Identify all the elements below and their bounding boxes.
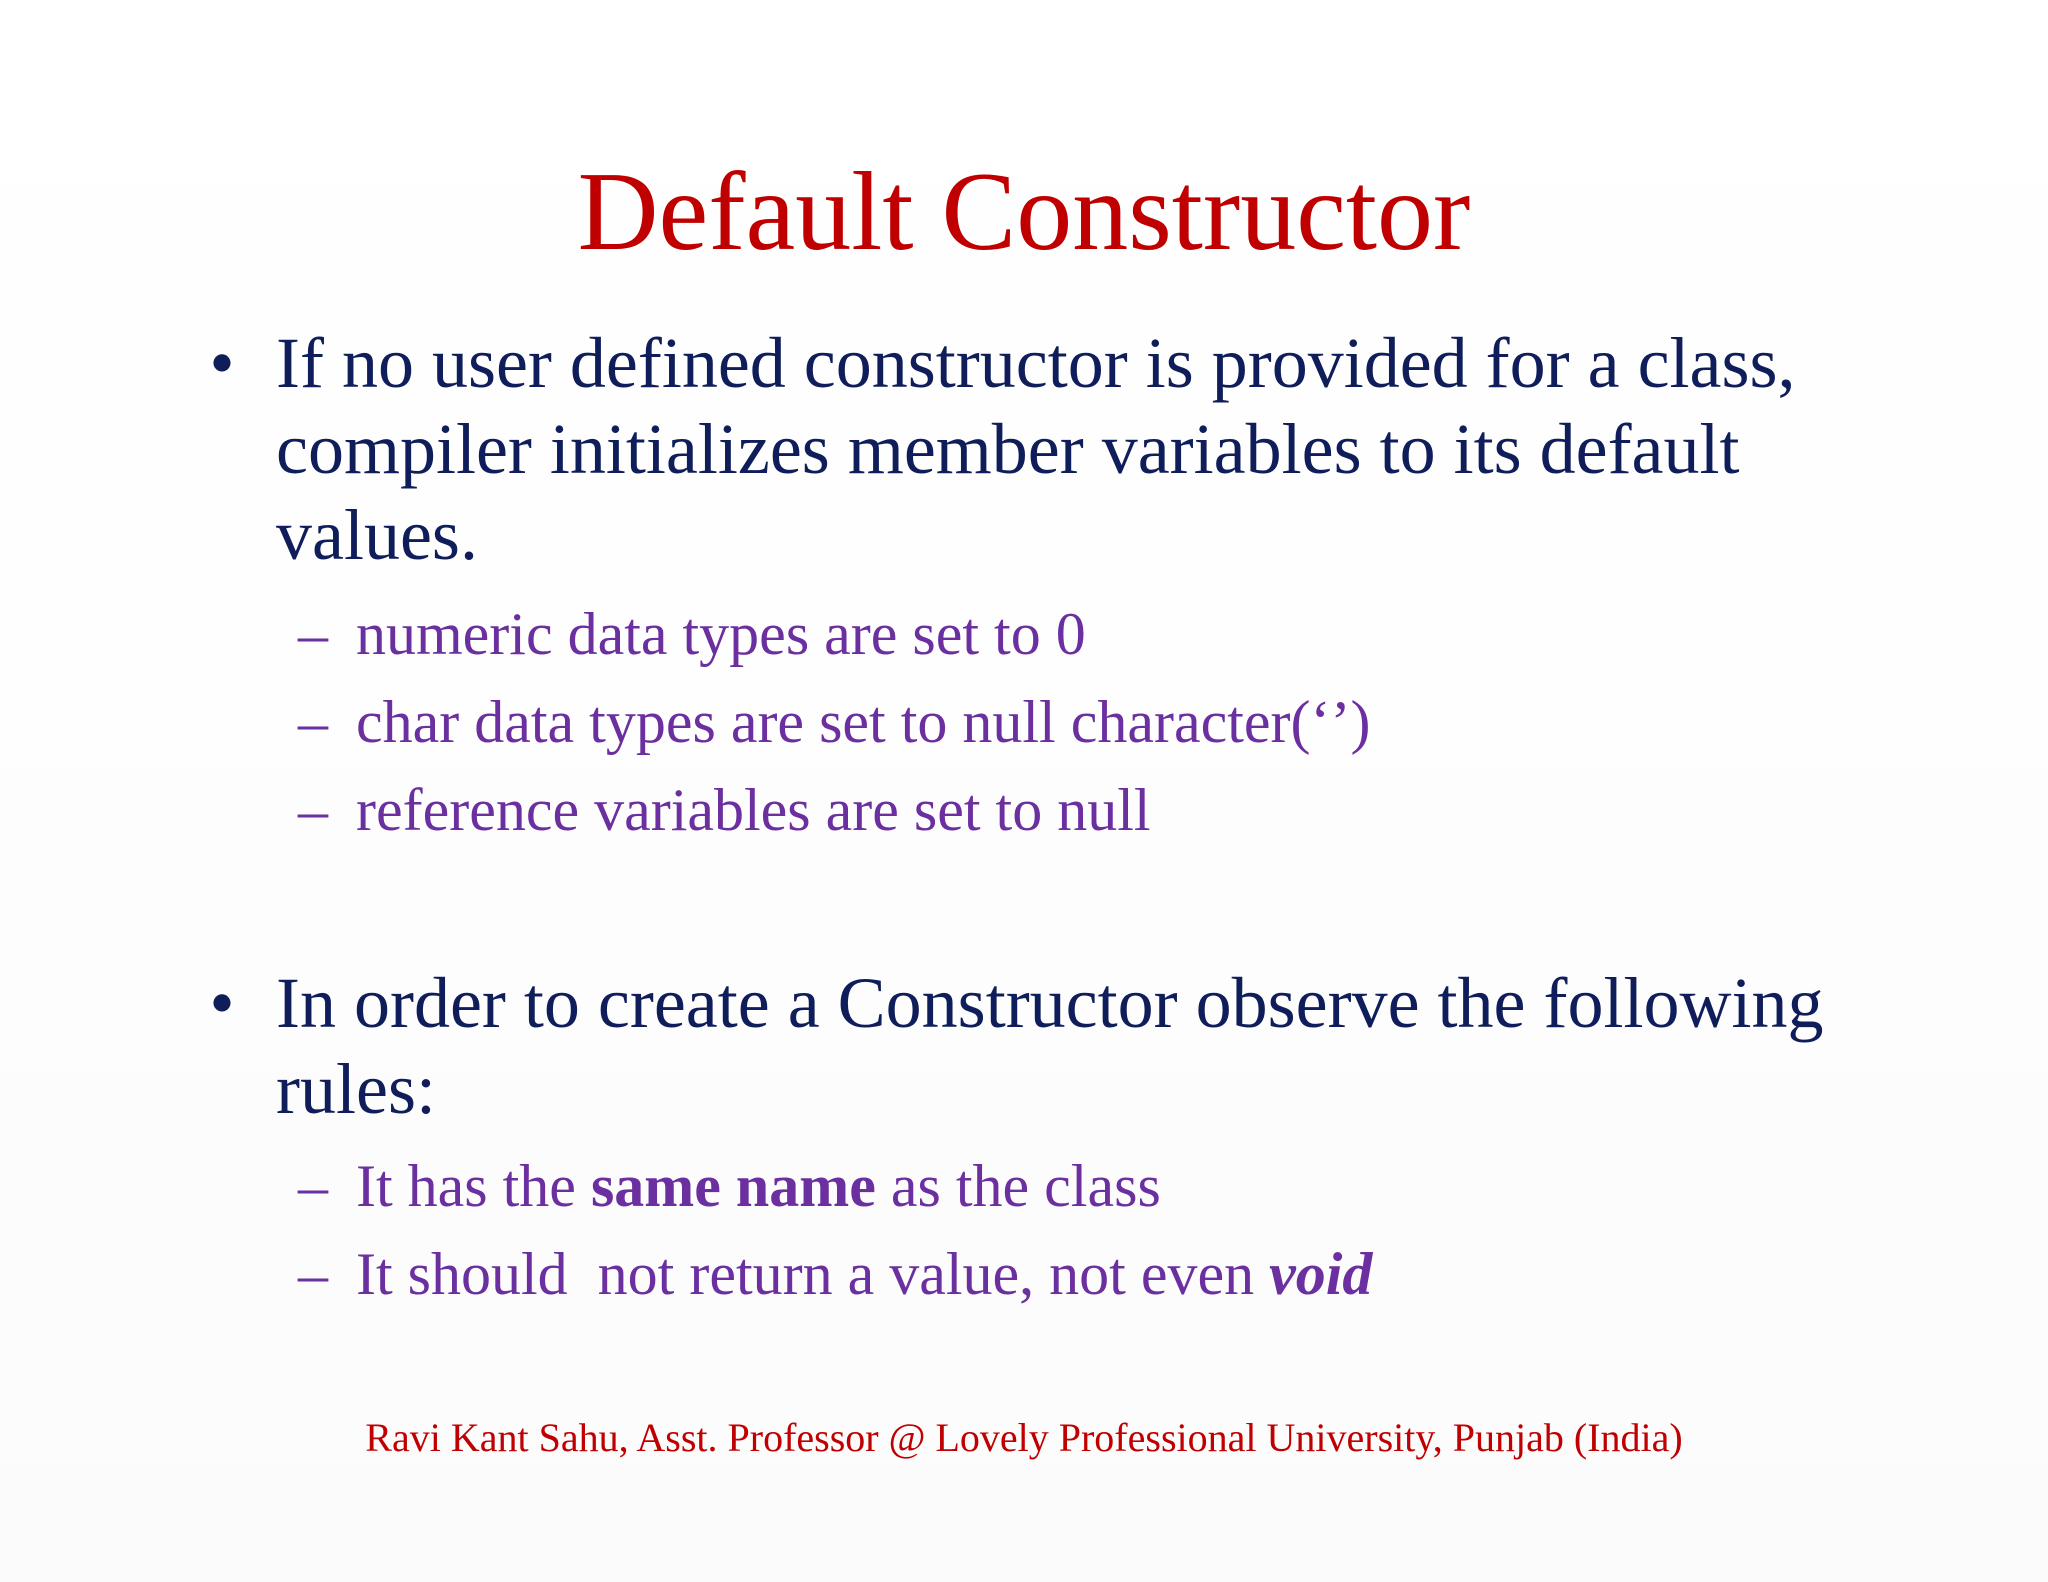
- bullet-marker: •: [209, 323, 235, 403]
- slide-title: Default Constructor: [577, 150, 1471, 274]
- bullet-2: [202, 960, 1862, 1132]
- emphasis-void: void: [1269, 1241, 1373, 1307]
- sub-item-text: char data types are set to null character(‘’): [356, 689, 1371, 755]
- dash-marker: –: [298, 777, 328, 843]
- bullet-2-subitems: [202, 1142, 1862, 1318]
- dash-marker: –: [298, 601, 328, 667]
- bullet-1: [202, 320, 1862, 578]
- dash-marker: –: [298, 689, 328, 755]
- sub-item: [202, 766, 1862, 854]
- sub-item: [202, 1142, 1862, 1230]
- bullet-marker: •: [209, 963, 235, 1043]
- sub-item-text: numeric data types are set to 0: [356, 601, 1086, 667]
- bullet-1-text: If no user defined constructor is provided for a class, compiler initializes member variables to its default values.: [276, 323, 1796, 575]
- sub-item: [202, 678, 1862, 766]
- sub-item-text-post: as the class: [875, 1153, 1161, 1219]
- sub-item: [202, 590, 1862, 678]
- emphasis-same-name: same name: [590, 1153, 876, 1219]
- bullet-2-text: In order to create a Constructor observe the following rules:: [276, 963, 1824, 1129]
- sub-item-text-pre: It should not return a value, not even: [356, 1241, 1270, 1307]
- dash-marker: –: [298, 1153, 328, 1219]
- sub-item-text: reference variables are set to null: [356, 777, 1151, 843]
- footer-credit: Ravi Kant Sahu, Asst. Professor @ Lovely Professional University, Punjab (India): [365, 1415, 1683, 1460]
- sub-item-text-pre: It has the: [356, 1153, 591, 1219]
- sub-item: [202, 1230, 1862, 1318]
- dash-marker: –: [298, 1241, 328, 1307]
- bullet-1-subitems: [202, 590, 1862, 854]
